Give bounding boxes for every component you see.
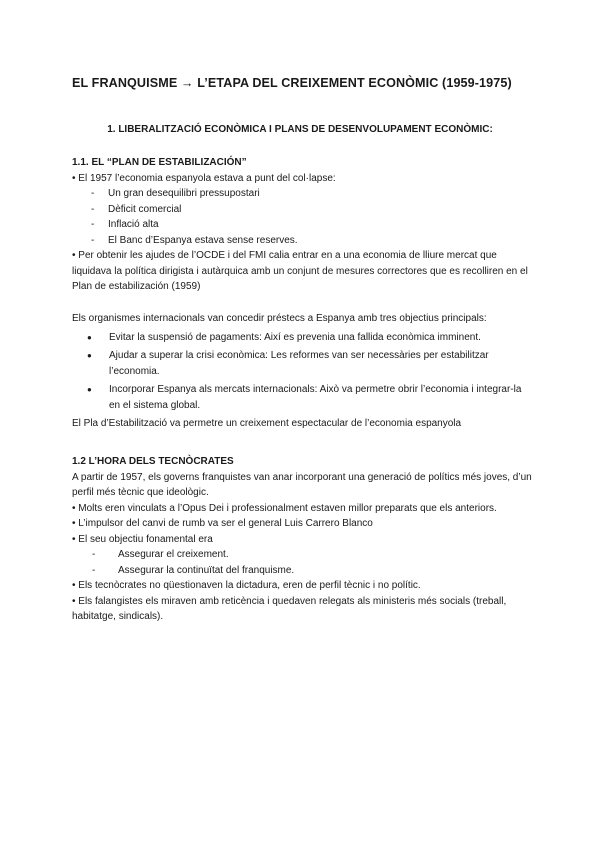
list-item: - Assegurar la continuïtat del franquisme.	[72, 563, 532, 579]
intro-text: • El 1957 l’economia espanyola estava a punt del col·lapse:	[72, 172, 336, 184]
list-item: ● Incorporar Espanya als mercats internacionals: Això va permetre obrir l’economia i integrar-la en el sistema global.	[72, 382, 532, 413]
subsection-heading: 1.2 L’HORA DELS TECNÒCRATES	[72, 456, 234, 467]
objectives-list	[72, 330, 532, 414]
list-item: - Assegurar el creixement.	[72, 547, 532, 563]
conclusion-text: El Pla d’Estabilització va permetre un creixement espectacular de l’economia espanyola	[72, 418, 462, 429]
list-item: - Inflació alta	[72, 217, 532, 233]
bullet-line: • Molts eren vinculats a l’Opus Dei i professionalment estaven millor preparats que els anteriors.	[72, 502, 497, 514]
bullet-line: • El seu objectiu fonamental era	[72, 533, 213, 545]
problems-list	[72, 186, 532, 248]
objectives-intro: Els organismes internacionals van concedir préstecs a Espanya amb tres objectius principals:	[72, 313, 487, 324]
list-item: - Dèficit comercial	[72, 202, 532, 218]
bullet-line: • L’impulsor del canvi de rumb va ser el general Luis Carrero Blanco	[72, 518, 373, 529]
subsection-heading: 1.1. EL “PLAN DE ESTABILIZACIÓN”	[72, 157, 247, 168]
bullet-line: • Els falangistes els miraven amb reticència i quedaven relegats als ministeris més socials (treball, habitatge, sindicals).	[72, 595, 507, 622]
list-item: ● Ajudar a superar la crisi econòmica: Les reformes van ser necessàries per estabilitzar l’economia.	[72, 348, 532, 379]
bullet-line: • Els tecnòcrates no qüestionaven la dictadura, eren de perfil tècnic i no polític.	[72, 580, 421, 591]
section-heading: 1. LIBERALITZACIÓ ECONÒMICA I PLANS DE DESENVOLUPAMENT ECONÒMIC:	[107, 124, 493, 135]
list-item: ● Evitar la suspensió de pagaments: Així es prevenia una fallida econòmica imminent.	[72, 330, 532, 346]
goals-list	[72, 547, 532, 578]
list-item: - El Banc d’Espanya estava sense reserves.	[72, 233, 532, 249]
list-item: - Un gran desequilibri pressupostari	[72, 186, 532, 202]
paragraph: A partir de 1957, els governs franquistes van anar incorporant una generació de polítics més joves, d’un perfil més tècnic que ideològic.	[72, 471, 532, 498]
subsection-plan-estabilizacion	[72, 155, 532, 295]
objectives-block	[72, 311, 532, 432]
page-title: EL FRANQUISME → L’ETAPA DEL CREIXEMENT ECONÒMIC (1959-1975)	[72, 76, 512, 90]
paragraph: • Per obtenir les ajudes de l’OCDE i del FMI calia entrar en a una economia de lliure mercat que liquidava la política dirigista i autàrquica amb un conjunt de mesures correctores que es recolliren en el Plan de estabilización (1959)	[72, 250, 528, 292]
subsection-tecnocrates	[72, 454, 532, 625]
